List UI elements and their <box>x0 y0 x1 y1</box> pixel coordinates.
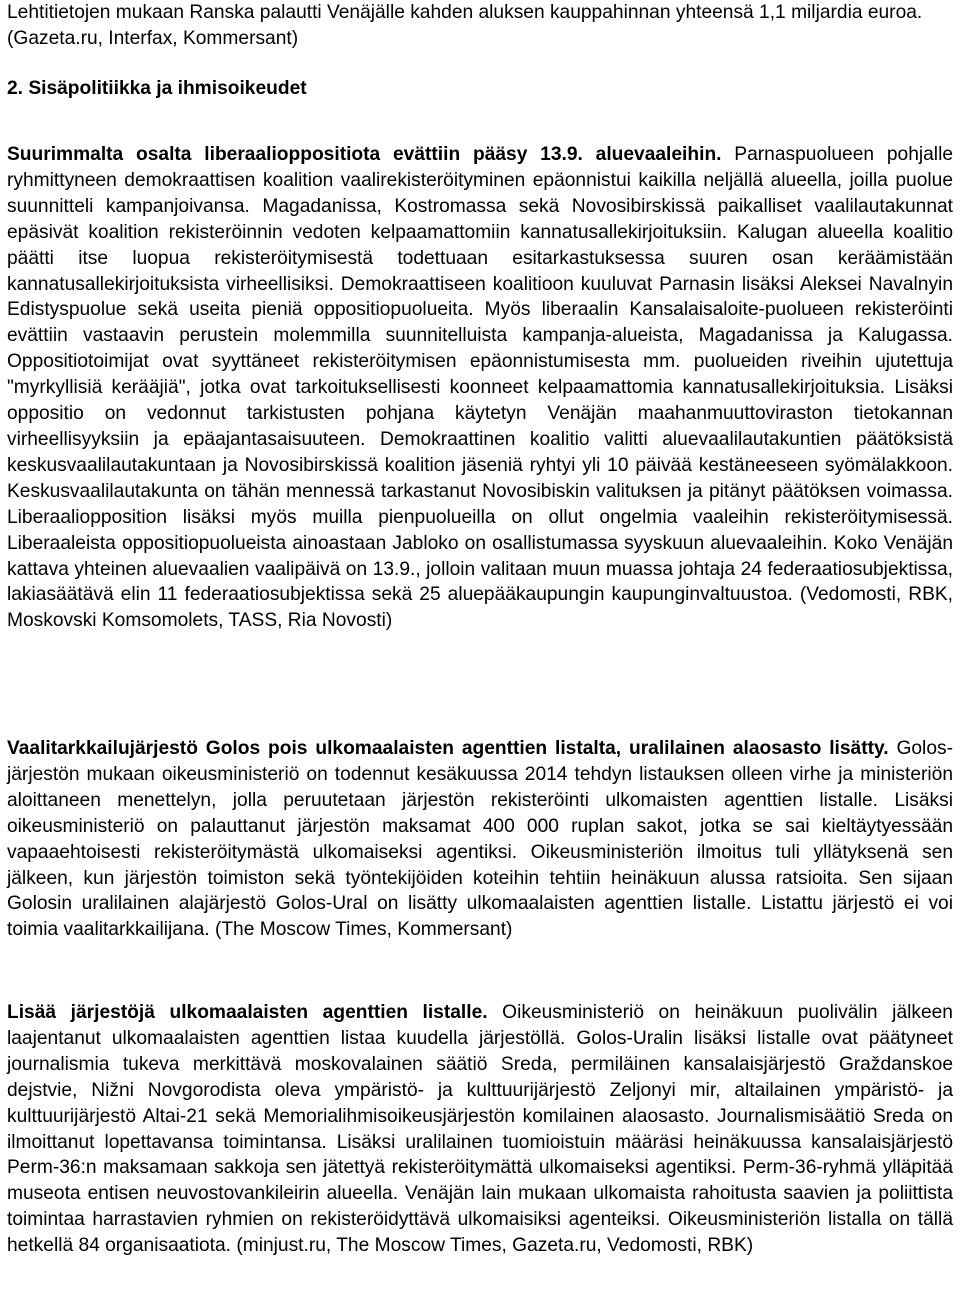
article-2-heading: Vaalitarkkailujärjestö Golos pois ulkomaalaisten agenttien listalta, uralilainen alaosasto lisätty. <box>7 738 889 759</box>
article-3 <box>7 1000 953 1259</box>
section-title: 2. Sisäpolitiikka ja ihmisoikeudet <box>7 78 307 99</box>
article-2 <box>7 736 953 943</box>
intro-paragraph: Lehtitietojen mukaan Ranska palautti Venäjälle kahden aluksen kauppahinnan yhteensä 1,1 miljardia euroa. (Gazeta.ru, Interfax, Kommersant) <box>7 2 923 49</box>
article-2-body: Golos-järjestön mukaan oikeusministeriö on todennut kesäkuussa 2014 tehdyn listauksen olleen virhe ja ministeriön aloittaneen menettelyn, jolla peruutetaan järjestön rekisteröinti ulkomaisten agenttien listalle. Lisäksi oikeusministeriö on palauttanut järjestön maksamat 400 000 ruplan sakot, jotka se sai kieltäytyessään vapaaehtoisesti rekisteröitymästä ulkomaiseksi agentiksi. Oikeusministeriön ilmoitus tuli yllätyksenä sen jälkeen, kun järjestön toimiston sekä työntekijöiden koteihin tehtiin heinäkuun alussa ratsioita. Sen sijaan Golosin uralilainen alajärjestö Golos-Ural on lisätty ulkomaalaisten agenttien listalle. Listattu järjestö ei voi toimia vaalitarkkailijana. (The Moscow Times, Kommersant) <box>7 738 953 941</box>
article-1 <box>7 142 953 634</box>
article-3-body: Oikeusministeriö on heinäkuun puolivälin jälkeen laajentanut ulkomaalaisten agenttien listaa kuudella järjestöllä. Golos-Uralin lisäksi listalle ovat päätyneet journalismia tukeva merkittävä moskovalainen säätiö Sreda, permiläinen kansalaisjärjestö Graždanskoe dejstvie, Nižni Novgorodista oleva ympäristö- ja kulttuurijärjestö Zeljonyi mir, altailainen ympäristö- ja kulttuurijärjestö Altai-21 sekä Memorialihmisoikeusjärjestön komilainen alaosasto. Journalismisäätiö Sreda on ilmoittanut lopettavansa toimintansa. Lisäksi uralilainen tuomioistuin määräsi heinäkuussa kansalaisjärjestö Perm-36:n maksamaan sakkoja sen jätettyä rekisteröitymättä ulkomaiseksi agentiksi. Perm-36-ryhmä ylläpitää museota entisen neuvostovankileirin alueella. Venäjän lain mukaan ulkomaista rahoitusta saavien ja poliittista toimintaa harrastavien ryhmien on rekisteröidyttävä ulkomaisiksi agenteiksi. Oikeusministeriön listalla on tällä hetkellä 84 organisaatiota. (minjust.ru, The Moscow Times, Gazeta.ru, Vedomosti, RBK) <box>7 1002 953 1257</box>
article-1-heading: Suurimmalta osalta liberaalioppositiota evättiin pääsy 13.9. aluevaaleihin. <box>7 144 722 165</box>
article-3-heading: Lisää järjestöjä ulkomaalaisten agenttien listalle. <box>7 1002 488 1023</box>
article-1-body: Parnaspuolueen pohjalle ryhmittyneen demokraattisen koalition vaalirekisteröityminen epäonnistui kaikilla neljällä alueella, joilla puolue suunnitteli kampanjoivansa. Magadanissa, Kostromassa sekä Novosibirskissä paikalliset vaalilautakunnat epäsivät koalition rekisteröinnin vedoten kelpaamattomiin kannatusallekirjoituksiin. Kalugan alueella koalitio päätti itse luopua rekisteröitymisestä todettuaan esitarkastuksessa suuren osan keräämistään kannatusallekirjoituksista virheellisiksi. Demokraattiseen koalitioon kuuluvat Parnasin lisäksi Aleksei Navalnyin Edistyspuolue sekä useita pieniä oppositiopuolueita. Myös liberaalin Kansalaisaloite-puolueen rekisteröinti evättiin vastaavin perustein molemmilla suunnitelluista kampanja-alueista, Magadanissa ja Kalugassa. Oppositiotoimijat ovat syyttäneet rekisteröitymisen epäonnistumisesta mm. puolueiden riveihin ujutettuja "myrkyllisiä kerääjiä", jotka ovat tarkoituksellisesti koonneet kelpaamattomia kannatusallekirjoituksia. Lisäksi oppositio on vedonnut tarkistusten pohjana käytetyn Venäjän maahanmuuttoviraston tietokannan virheellisyyksiin ja epäajantasaisuuteen. Demokraattinen koalitio valitti aluevaalilautakuntien päätöksistä keskusvaalilautakuntaan ja Novosibirskissä koalition jäseniä ryhtyi yli 10 päivää kestäneeseen syömälakkoon. Keskusvaalilautakunta on tähän mennessä tarkastanut Novosibiskin valituksen ja pitänyt päätöksen voimassa. Liberaaliopposition lisäksi myös muilla pienpuolueilla on ollut ongelmia vaaleihin rekisteröitymisessä. Liberaaleista oppositiopuolueista ainoastaan Jabloko on osallistumassa syyskuun aluevaaleihin. Koko Venäjän kattava yhteinen aluevaalien vaalipäivä on 13.9., jolloin valitaan muun muassa johtaja 24 federaatiosubjektissa, lakiasäätävä elin 11 federaatiosubjektissa sekä 25 aluepääkaupungin kaupunginvaltuustoa. (Vedomosti, RBK, Moskovski Komsomolets, TASS, Ria Novosti) <box>7 144 954 632</box>
